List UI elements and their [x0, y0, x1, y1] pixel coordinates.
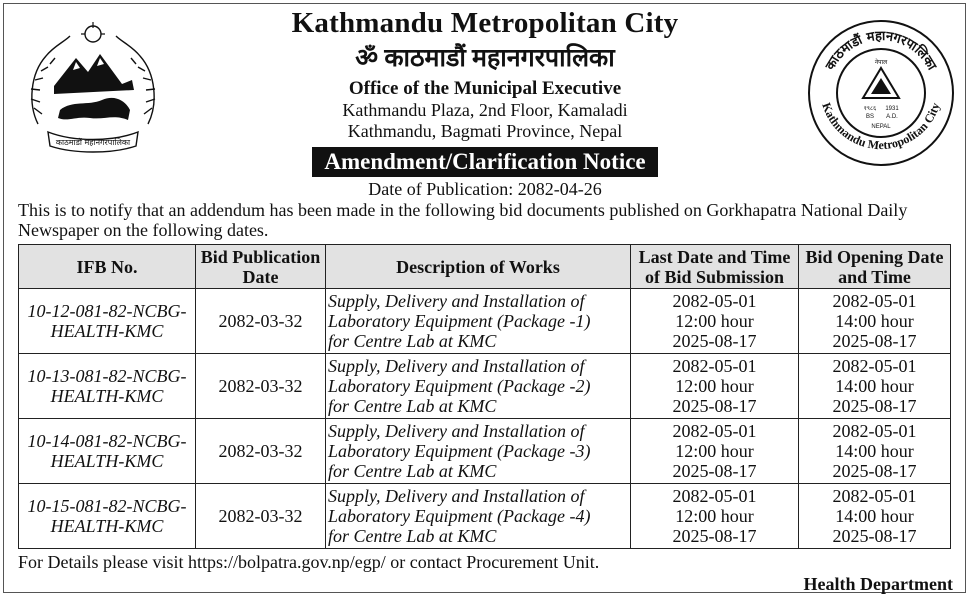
- seal-year-bs: १९८६: [863, 105, 877, 112]
- seal-era-bs: BS: [865, 114, 875, 120]
- page-title-nepali: ॐ काठमाडौं महानगरपालिका: [355, 45, 615, 72]
- opening-date-cell: 2082-05-01 14:00 hour 2025-08-17: [799, 419, 951, 484]
- ifb-cell: 10-14-081-82-NCBG- HEALTH-KMC: [19, 419, 196, 484]
- last-date-cell: 2082-05-01 12:00 hour 2025-08-17: [631, 419, 799, 484]
- description-cell: Supply, Delivery and Installation of Laboratory Equipment (Package -4) for Centre Lab at KMC: [326, 484, 631, 549]
- last-date-cell: 2082-05-01 12:00 hour 2025-08-17: [631, 289, 799, 354]
- opening-date-cell: 2082-05-01 14:00 hour 2025-08-17: [799, 354, 951, 419]
- pub-date-cell: 2082-03-32: [196, 354, 326, 419]
- office-name: Office of the Municipal Executive: [348, 78, 622, 99]
- ifb-cell: 10-12-081-82-NCBG- HEALTH-KMC: [19, 289, 196, 354]
- seal-text-nepali: काठमाडौं महानगरपालिका: [822, 28, 940, 74]
- opening-date-cell: 2082-05-01 14:00 hour 2025-08-17: [799, 484, 951, 549]
- last-date-cell: 2082-05-01 12:00 hour 2025-08-17: [631, 354, 799, 419]
- description-cell: Supply, Delivery and Installation of Laboratory Equipment (Package -1) for Centre Lab at KMC: [326, 289, 631, 354]
- bid-table: [18, 244, 951, 549]
- address-line-2: Kathmandu, Bagmati Province, Nepal: [347, 121, 623, 141]
- description-cell: Supply, Delivery and Installation of Laboratory Equipment (Package -3) for Centre Lab at KMC: [326, 419, 631, 484]
- ifb-cell: 10-13-081-82-NCBG- HEALTH-KMC: [19, 354, 196, 419]
- kmc-seal-right: [806, 18, 956, 168]
- kmc-emblem-icon: [18, 14, 168, 174]
- ifb-cell: 10-15-081-82-NCBG- HEALTH-KMC: [19, 484, 196, 549]
- intro-paragraph: This is to notify that an addendum has been made in the following bid documents published on Gorkhapatra National Daily Newspaper on the following dates.: [18, 200, 908, 240]
- seal-label-nepal-top: नेपाल: [874, 59, 888, 66]
- table-row: [19, 354, 951, 419]
- notice-title-wrap: [200, 147, 770, 177]
- department-signature: Health Department: [803, 574, 953, 594]
- table-row: [19, 289, 951, 354]
- seal-text-english: Kathmandu Metropolitan City: [819, 100, 943, 153]
- address-line-1: Kathmandu Plaza, 2nd Floor, Kamaladi: [342, 100, 628, 120]
- header-bid-publication-date: Bid Publication Date: [196, 245, 326, 289]
- table-header-row: [19, 245, 951, 289]
- kmc-emblem-left: [18, 14, 168, 174]
- opening-date-cell: 2082-05-01 14:00 hour 2025-08-17: [799, 289, 951, 354]
- last-date-cell: 2082-05-01 12:00 hour 2025-08-17: [631, 484, 799, 549]
- seal-year-ad: 1931: [885, 106, 899, 112]
- pub-date-cell: 2082-03-32: [196, 289, 326, 354]
- footer-details: For Details please visit https://bolpatra.gov.np/egp/ or contact Procurement Unit.: [18, 552, 600, 572]
- pub-date-cell: 2082-03-32: [196, 484, 326, 549]
- header-last-date: Last Date and Time of Bid Submission: [631, 245, 799, 289]
- seal-era-ad: A.D.: [886, 114, 898, 120]
- header-ifb-no: IFB No.: [19, 245, 196, 289]
- notice-title: Amendment/Clarification Notice: [312, 147, 657, 177]
- header-opening-date: Bid Opening Date and Time: [799, 245, 951, 289]
- emblem-caption: काठमाडौं महानगरपालिका: [55, 138, 131, 147]
- header-description: Description of Works: [326, 245, 631, 289]
- table-row: [19, 484, 951, 549]
- header: [200, 6, 770, 200]
- page-title: Kathmandu Metropolitan City: [291, 7, 679, 39]
- description-cell: Supply, Delivery and Installation of Laboratory Equipment (Package -2) for Centre Lab at KMC: [326, 354, 631, 419]
- pub-date-cell: 2082-03-32: [196, 419, 326, 484]
- kmc-seal-icon: [806, 18, 956, 168]
- table-row: [19, 419, 951, 484]
- seal-label-nepal-bottom: NEPAL: [871, 124, 891, 130]
- publication-date: Date of Publication: 2082-04-26: [368, 179, 602, 199]
